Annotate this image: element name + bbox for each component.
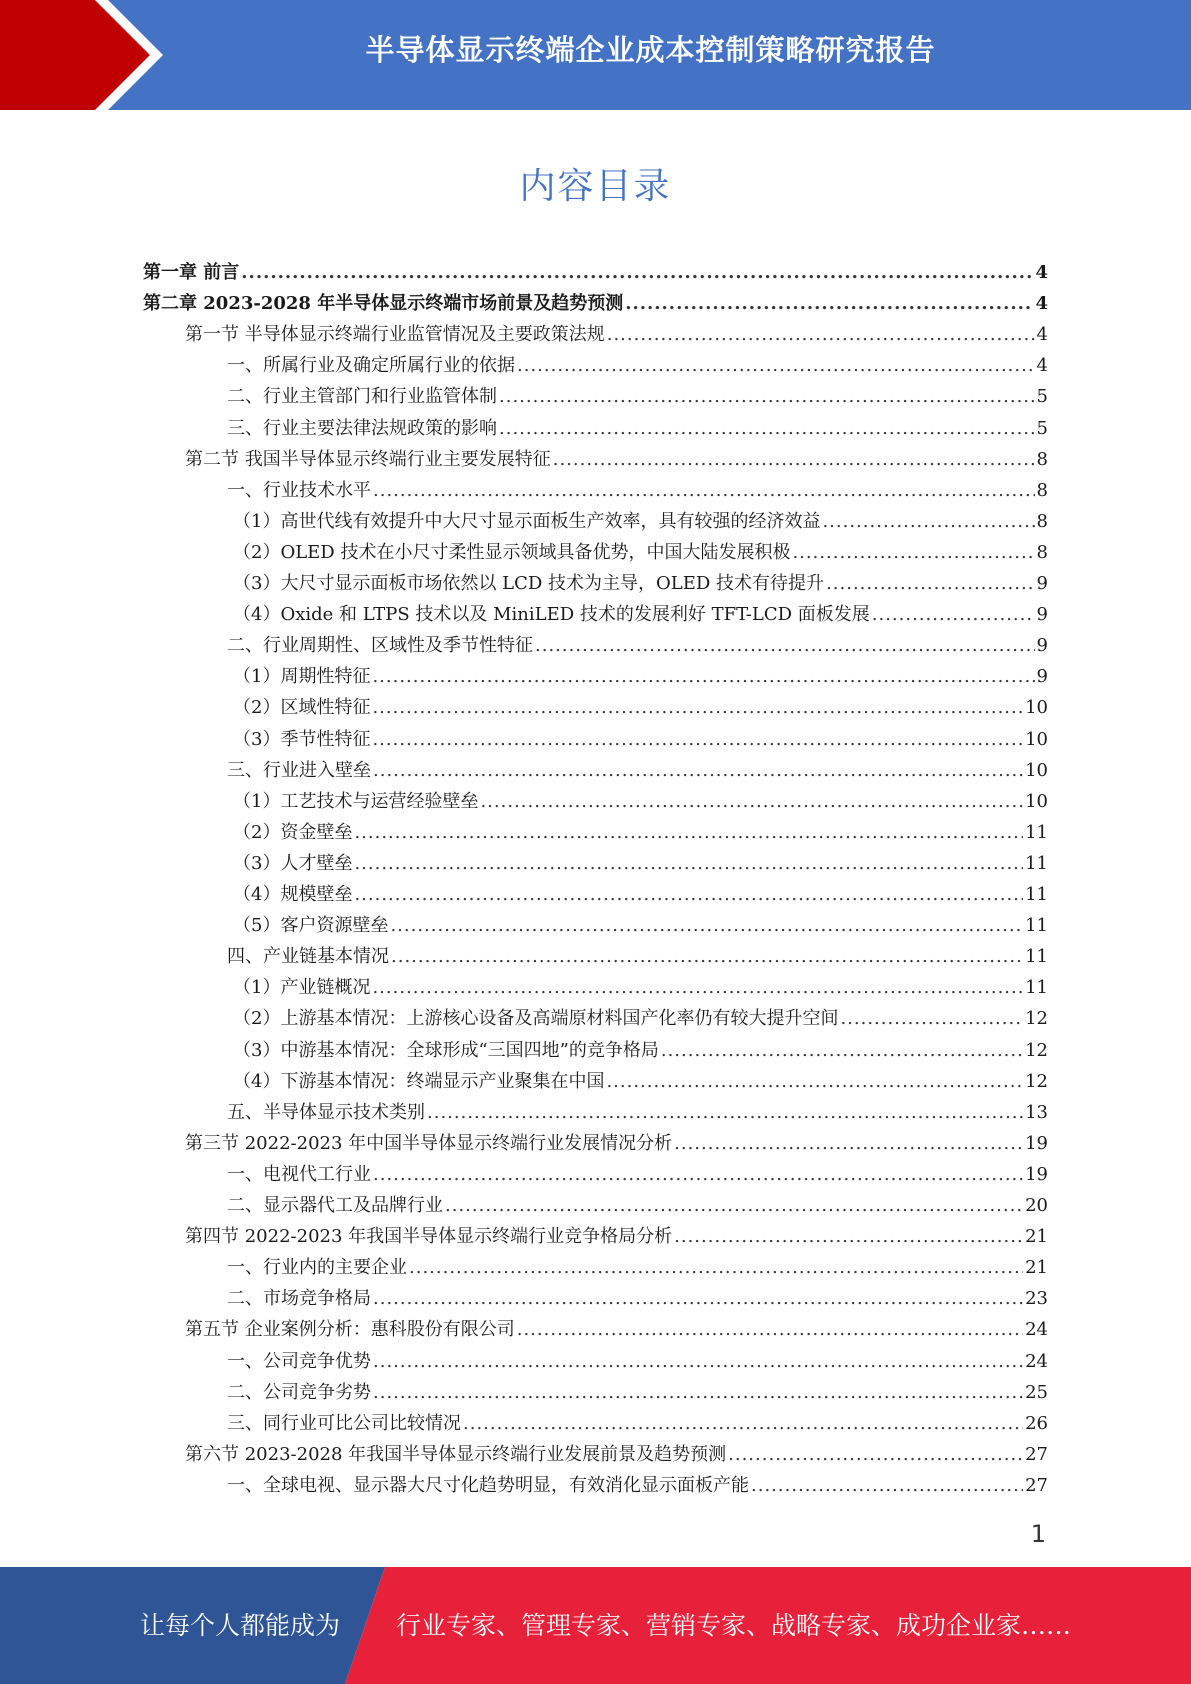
toc-entry[interactable]: [233, 968, 1048, 999]
toc-entry[interactable]: [227, 1373, 1048, 1404]
toc-entry-title: 第四节 2022-2023 年我国半导体显示终端行业竞争格局分析: [185, 1226, 673, 1248]
header-arrow-red: [0, 0, 150, 110]
toc-dot-leader: [480, 791, 1023, 813]
toc-dot-leader: [372, 977, 1023, 999]
toc-entry[interactable]: [227, 471, 1048, 502]
toc-entry-page: 12: [1025, 1070, 1048, 1092]
toc-entry-title: （4）规模壁垒: [233, 884, 353, 905]
toc-entry-title: 第三节 2022-2023 年中国半导体显示终端行业发展情况分析: [185, 1132, 673, 1154]
toc-entry-title: （2）区域性特征: [233, 697, 371, 719]
toc-entry-title: 一、所属行业及确定所属行业的依据: [227, 355, 515, 377]
toc-entry-title: 二、显示器代工及品牌行业: [227, 1195, 443, 1216]
toc-entry-title: 三、行业主要法律法规政策的影响: [227, 417, 497, 439]
toc-entry-title: （3）大尺寸显示面板市场依然以 LCD 技术为主导，OLED 技术有待提升: [233, 573, 825, 594]
toc-entry-title: 一、电视代工行业: [227, 1163, 371, 1185]
toc-dot-leader: [445, 1195, 1023, 1217]
toc-entry[interactable]: [233, 1062, 1048, 1093]
toc-entry-title: 第六节 2023-2028 年我国半导体显示终端行业发展前景及趋势预测: [185, 1443, 727, 1465]
toc-dot-leader: [674, 1226, 1023, 1248]
toc-dot-leader: [840, 1008, 1023, 1030]
toc-dot-leader: [373, 1164, 1023, 1186]
toc-entry-page: 12: [1025, 1039, 1048, 1061]
toc-entry[interactable]: [227, 1186, 1048, 1217]
toc-entry[interactable]: [233, 999, 1048, 1030]
toc-entry-page: 11: [1025, 821, 1048, 843]
toc-entry[interactable]: [227, 1404, 1048, 1435]
toc-entry-page: 4: [1036, 355, 1048, 377]
toc-entry[interactable]: [185, 1217, 1048, 1248]
toc-entry[interactable]: [233, 1031, 1048, 1062]
toc-dot-leader: [674, 1133, 1023, 1155]
toc-entry-title: 一、全球电视、显示器大尺寸化趋势明显，有效消化显示面板产能: [227, 1474, 749, 1496]
toc-entry-page: 5: [1036, 386, 1048, 408]
toc-entry-page: 27: [1025, 1474, 1048, 1496]
toc-entry[interactable]: [233, 813, 1048, 844]
report-title: 半导体显示终端企业成本控制策略研究报告: [365, 33, 936, 67]
toc-dot-leader: [826, 573, 1034, 595]
toc-entry-page: 24: [1025, 1350, 1048, 1372]
toc-entry[interactable]: [233, 564, 1048, 595]
toc-entry-title: 五、半导体显示技术类别: [227, 1101, 425, 1123]
toc-entry-page: 10: [1025, 728, 1048, 750]
toc-dot-leader: [373, 1351, 1023, 1373]
toc-entry-page: 11: [1025, 946, 1048, 968]
toc-entry[interactable]: [227, 1466, 1048, 1497]
toc-entry-page: 11: [1025, 852, 1048, 874]
toc-entry-page: 9: [1036, 635, 1048, 657]
toc-dot-leader: [372, 729, 1023, 751]
toc-entry[interactable]: [233, 502, 1048, 533]
toc-dot-leader: [751, 1475, 1023, 1497]
toc-entry-page: 9: [1036, 604, 1048, 626]
toc-dot-leader: [354, 853, 1023, 875]
toc-entry-page: 19: [1025, 1163, 1048, 1185]
toc-entry-page: 13: [1025, 1101, 1048, 1123]
toc-dot-leader: [372, 666, 1034, 688]
toc-entry[interactable]: [233, 844, 1048, 875]
toc-dot-leader: [535, 635, 1035, 657]
toc-entry-page: 8: [1036, 541, 1048, 563]
toc-entry-title: 一、行业内的主要企业: [227, 1257, 407, 1279]
toc-entry[interactable]: [143, 253, 1048, 284]
toc-dot-leader: [606, 1071, 1023, 1093]
toc-entry-title: 第一节 半导体显示终端行业监管情况及主要政策法规: [185, 324, 605, 346]
toc-dot-leader: [499, 418, 1035, 440]
toc-entry-page: 27: [1025, 1443, 1048, 1465]
toc-entry[interactable]: [185, 1435, 1048, 1466]
toc-entry-page: 23: [1025, 1288, 1048, 1310]
toc-entry-title: （2）上游基本情况：上游核心设备及高端原材料国产化率仍有较大提升空间: [233, 1008, 839, 1030]
toc-entry[interactable]: [185, 1124, 1048, 1155]
toc-entry-title: （1）工艺技术与运营经验壁垒: [233, 790, 479, 812]
toc-entry[interactable]: [227, 377, 1048, 408]
toc-entry-page: 21: [1025, 1257, 1048, 1279]
toc-entry[interactable]: [185, 1310, 1048, 1341]
toc-dot-leader: [354, 822, 1023, 844]
toc-entry-title: 二、行业主管部门和行业监管体制: [227, 386, 497, 408]
toc-entry[interactable]: [185, 440, 1048, 471]
toc-entry-page: 4: [1036, 324, 1048, 346]
toc-entry[interactable]: [227, 409, 1048, 440]
toc-entry-title: 第二章 2023-2028 年半导体显示终端市场前景及趋势预测: [143, 293, 624, 315]
toc-dot-leader: [241, 262, 1033, 284]
toc-entry-page: 5: [1036, 417, 1048, 439]
toc-entry-page: 25: [1025, 1381, 1048, 1403]
toc-entry[interactable]: [143, 284, 1048, 315]
toc-entry-page: 9: [1036, 573, 1048, 594]
toc-entry-title: （3）中游基本情况：全球形成“三国四地”的竞争格局: [233, 1039, 659, 1061]
toc-entry-page: 24: [1025, 1319, 1048, 1341]
toc-entry-page: 10: [1025, 697, 1048, 719]
toc-entry-title: （1）产业链概况: [233, 977, 371, 999]
toc-dot-leader: [499, 386, 1035, 408]
toc-dot-leader: [373, 1288, 1023, 1310]
toc-entry[interactable]: [233, 906, 1048, 937]
toc-dot-leader: [872, 604, 1035, 626]
toc-entry-page: 20: [1025, 1195, 1048, 1216]
toc-entry-page: 26: [1025, 1412, 1048, 1434]
toc-entry[interactable]: [227, 626, 1048, 657]
toc-entry[interactable]: [227, 1342, 1048, 1373]
toc-dot-leader: [354, 884, 1023, 906]
toc-entry-title: 二、市场竞争格局: [227, 1288, 371, 1310]
toc-entry-page: 19: [1025, 1132, 1048, 1154]
toc-entry-title: 三、同行业可比公司比较情况: [227, 1412, 461, 1434]
toc-entry[interactable]: [227, 346, 1048, 377]
toc-entry-page: 21: [1025, 1226, 1048, 1248]
toc-entry-page: 9: [1036, 666, 1048, 688]
toc-entry[interactable]: [233, 533, 1048, 564]
footer-slogan-right: 行业专家、管理专家、营销专家、战略专家、成功企业家……: [396, 1611, 1072, 1640]
toc-entry-title: 三、行业进入壁垒: [227, 759, 371, 781]
toc-entry[interactable]: [233, 595, 1048, 626]
toc-dot-leader: [409, 1257, 1023, 1279]
toc-entry-page: 4: [1035, 262, 1048, 283]
toc-dot-leader: [463, 1413, 1023, 1435]
toc-entry-page: 11: [1025, 884, 1048, 905]
toc-entry-title: （1）周期性特征: [233, 666, 371, 688]
toc-dot-leader: [661, 1040, 1023, 1062]
toc-entry-title: 二、公司竞争劣势: [227, 1381, 371, 1403]
toc-entry[interactable]: [227, 1279, 1048, 1310]
toc-dot-leader: [391, 946, 1023, 968]
toc-heading: 内容目录: [519, 166, 672, 207]
toc-entry-title: 第二节 我国半导体显示终端行业主要发展特征: [185, 448, 551, 470]
toc-entry[interactable]: [227, 1093, 1048, 1124]
toc-entry[interactable]: [233, 720, 1048, 751]
toc-entry-title: （4）Oxide 和 LTPS 技术以及 MiniLED 技术的发展利好 TFT-LCD 面板发展: [233, 604, 870, 626]
toc-entry-title: （3）人才壁垒: [233, 852, 353, 874]
toc-dot-leader: [728, 1444, 1023, 1466]
toc-entry-title: 四、产业链基本情况: [227, 946, 389, 968]
toc-entry-page: 10: [1025, 759, 1048, 781]
toc-entry[interactable]: [227, 1248, 1048, 1279]
toc-entry-page: 8: [1036, 448, 1048, 470]
toc-dot-leader: [625, 293, 1033, 315]
toc-dot-leader: [517, 1319, 1023, 1341]
toc-entry-title: （2）OLED 技术在小尺寸柔性显示领域具备优势，中国大陆发展积极: [233, 541, 791, 563]
footer-slogan-left: 让每个人都能成为: [140, 1611, 341, 1640]
toc-entry-page: 12: [1025, 1008, 1048, 1030]
toc-dot-leader: [822, 511, 1034, 533]
toc-entry-page: 8: [1036, 510, 1048, 532]
toc-dot-leader: [427, 1102, 1023, 1124]
toc-dot-leader: [373, 1382, 1023, 1404]
toc-entry[interactable]: [227, 1155, 1048, 1186]
toc-dot-leader: [373, 480, 1035, 502]
toc-entry-title: （3）季节性特征: [233, 728, 371, 750]
toc-entry-title: 第一章 前言: [143, 262, 240, 283]
toc-dot-leader: [607, 324, 1035, 346]
toc-dot-leader: [390, 915, 1023, 937]
toc-entry-title: 二、行业周期性、区域性及季节性特征: [227, 635, 533, 657]
toc-dot-leader: [517, 355, 1035, 377]
report-footer: [0, 1567, 1191, 1684]
toc-dot-leader: [373, 760, 1023, 782]
toc-entry-page: 11: [1025, 977, 1048, 999]
toc-entry[interactable]: [185, 315, 1048, 346]
page-number: 1: [1030, 1520, 1046, 1548]
toc-entry-title: （1）高世代线有效提升中大尺寸显示面板生产效率，具有较强的经济效益: [233, 510, 821, 532]
toc-entry-page: 11: [1025, 915, 1048, 937]
toc-entry-title: 第五节 企业案例分析：惠科股份有限公司: [185, 1319, 515, 1341]
toc-entry[interactable]: [233, 875, 1048, 906]
toc-dot-leader: [553, 449, 1035, 471]
toc-entry-page: 4: [1035, 293, 1048, 315]
toc-entry-title: 一、公司竞争优势: [227, 1350, 371, 1372]
toc-entry-page: 10: [1025, 790, 1048, 812]
toc-entry[interactable]: [233, 657, 1048, 688]
toc-entry[interactable]: [227, 751, 1048, 782]
toc-entry-title: （2）资金壁垒: [233, 821, 353, 843]
toc-entry-title: 一、行业技术水平: [227, 479, 371, 501]
toc-entry-title: （4）下游基本情况：终端显示产业聚集在中国: [233, 1070, 605, 1092]
toc-dot-leader: [372, 697, 1023, 719]
toc-entry[interactable]: [233, 688, 1048, 719]
toc-entry-page: 8: [1036, 479, 1048, 501]
toc-dot-leader: [792, 542, 1034, 564]
toc-entry[interactable]: [227, 937, 1048, 968]
report-header: [0, 0, 1191, 110]
toc-entry[interactable]: [233, 782, 1048, 813]
toc-entry-title: （5）客户资源壁垒: [233, 915, 389, 937]
